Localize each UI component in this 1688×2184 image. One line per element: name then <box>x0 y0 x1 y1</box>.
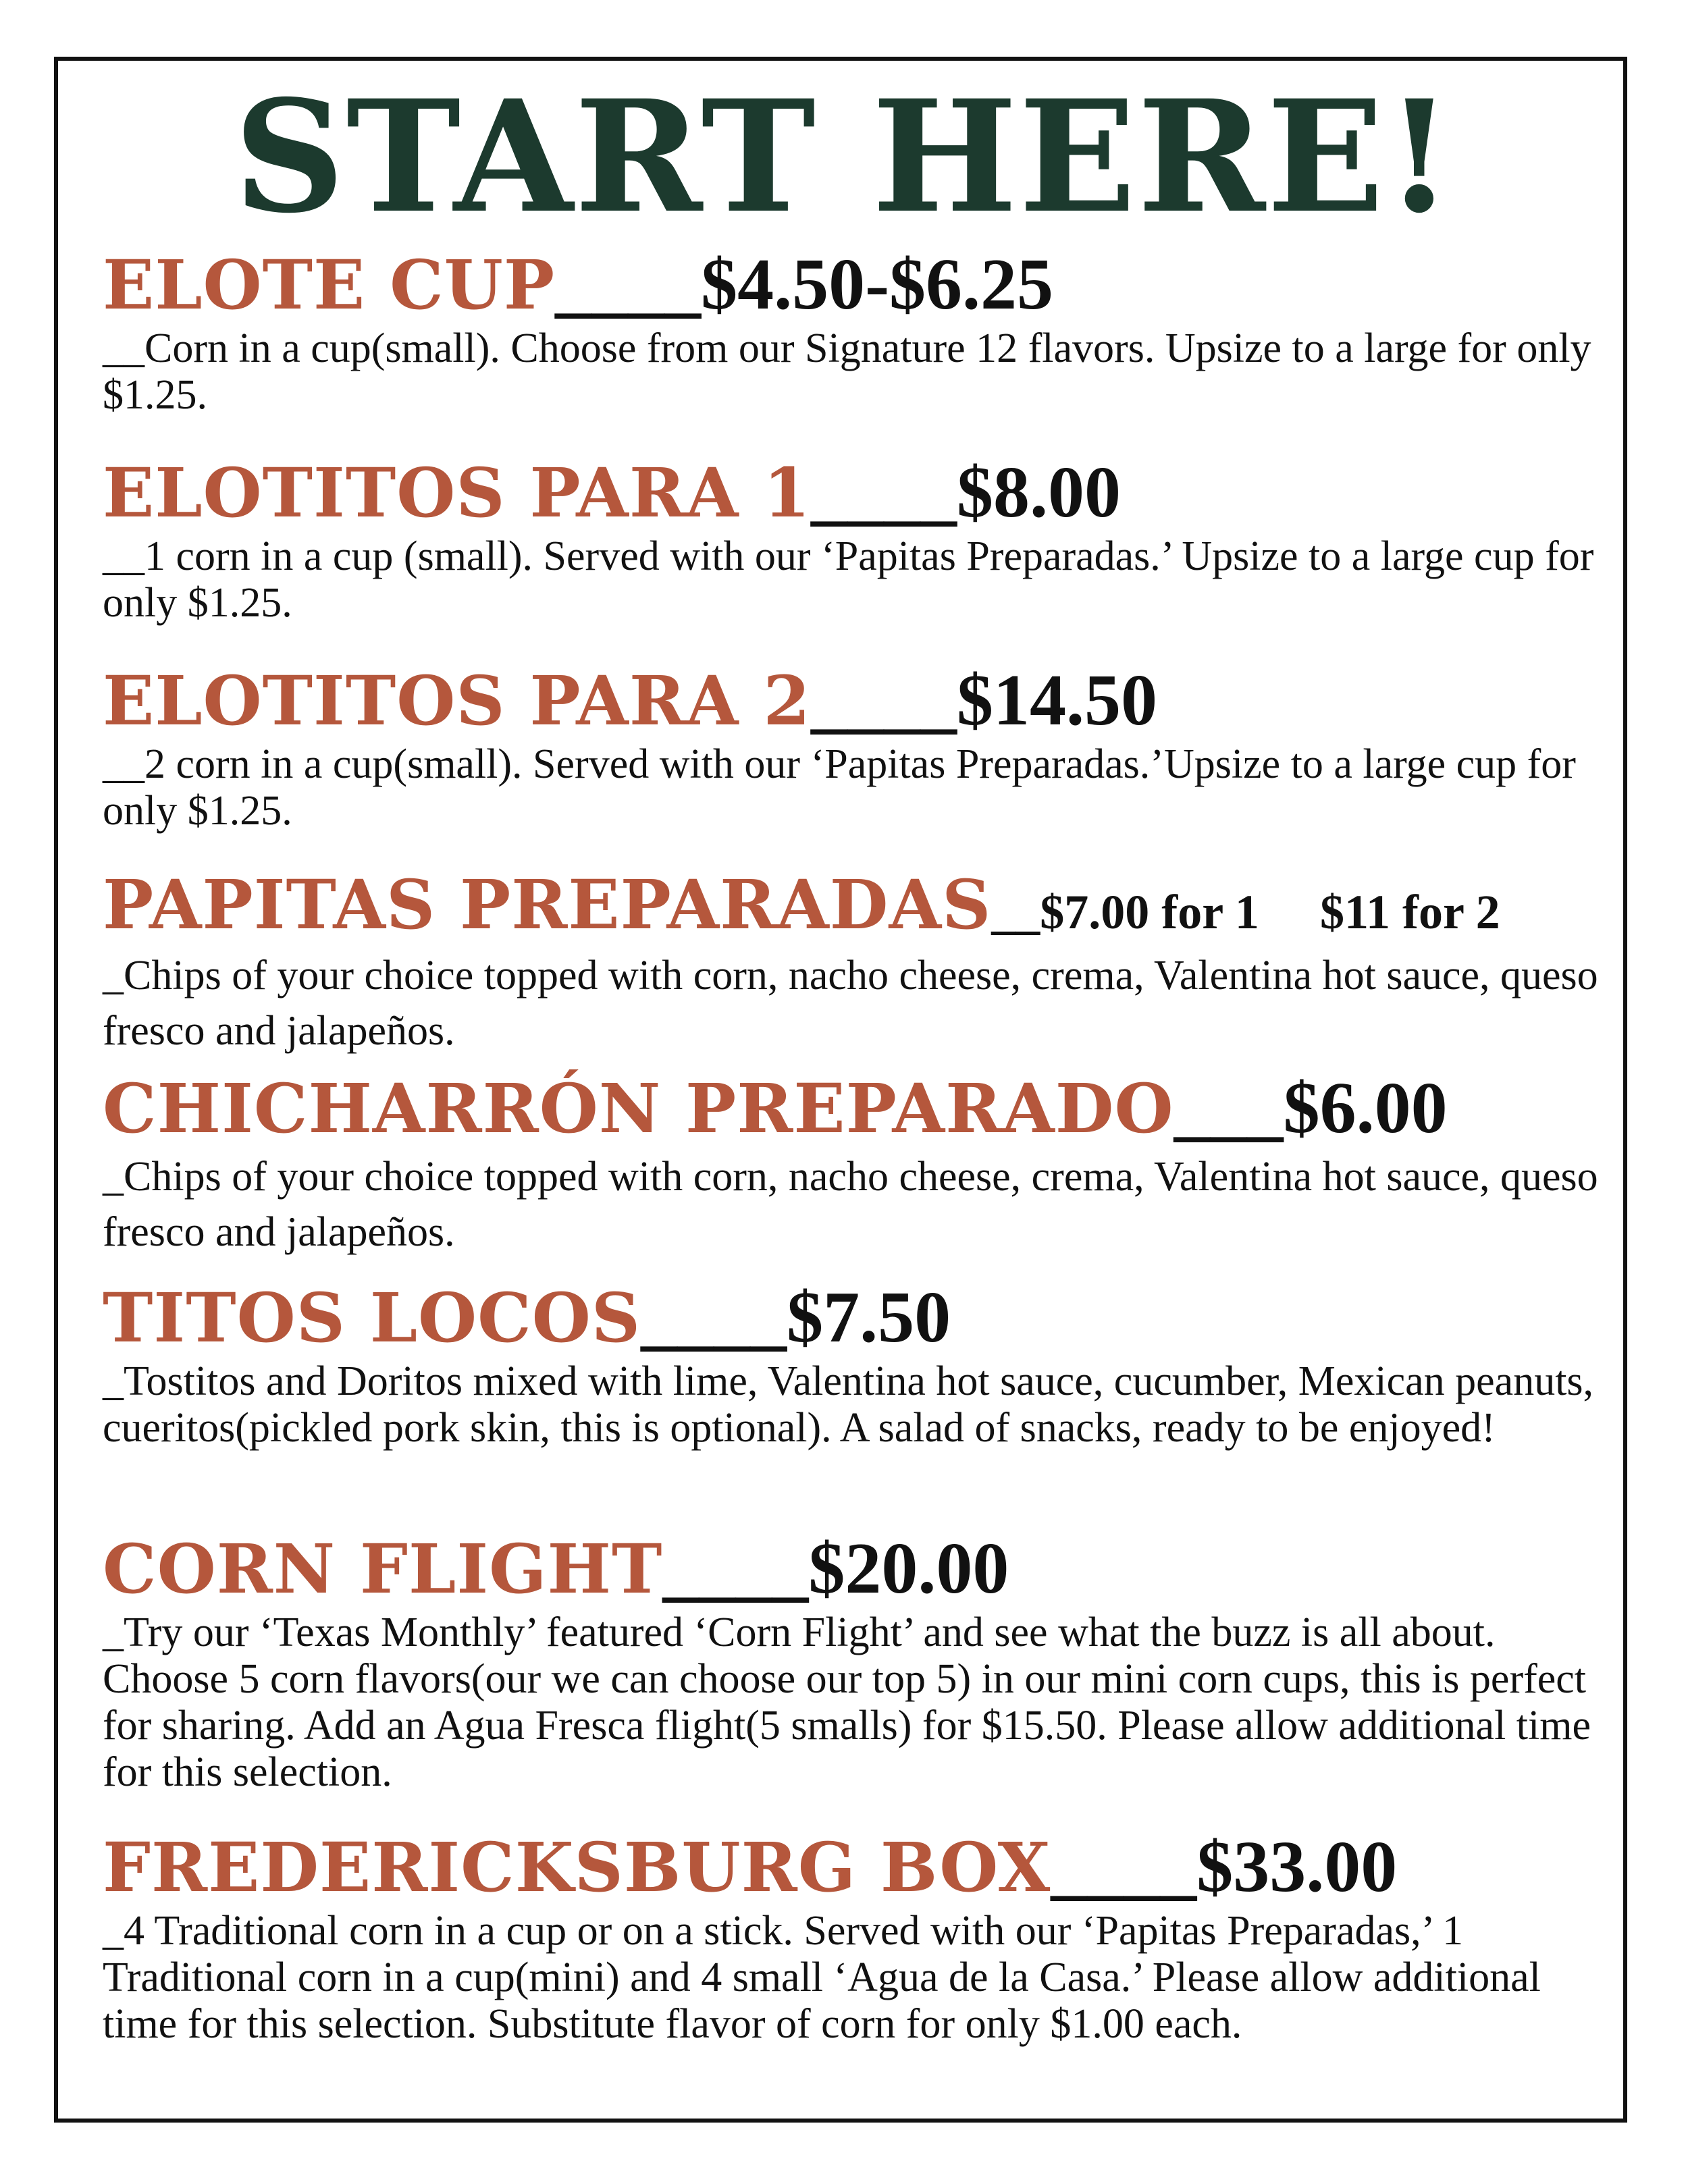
item-price: $8.00 <box>956 452 1121 533</box>
item-name: CHICHARRÓN PREPARADO <box>103 1069 1174 1148</box>
menu-item-chicharron-preparado <box>103 1068 1608 1260</box>
item-rule: ___ <box>1173 1068 1284 1148</box>
item-price: $14.50 <box>956 660 1157 741</box>
item-header <box>103 865 1608 947</box>
item-description: __2 corn in a cup(small). Served with our ‘Papitas Preparadas.’Upsize to a large cup for only $1.25. <box>103 741 1576 834</box>
item-header <box>103 452 1608 533</box>
menu-item-papitas-preparadas <box>103 865 1608 1059</box>
item-description: _Chips of your choice topped with corn, nacho cheese, crema, Valentina hot sauce, queso fresco and jalapeños. <box>103 1154 1598 1255</box>
item-name: TITOS LOCOS <box>103 1278 641 1358</box>
item-description: _Try our ‘Texas Monthly’ featured ‘Corn Flight’ and see what the buzz is all about. Choose 5 corn flavors(our we can choose our top 5) in our mini corn cups, this is perfect for sharing. Add an Agua Fresca flight(5 smalls) for $15.50. Please allow additional time for this selection. <box>103 1609 1591 1795</box>
item-header <box>103 1068 1608 1148</box>
item-rule: ____ <box>641 1277 787 1358</box>
item-rule: ____ <box>555 244 702 325</box>
menu-item-fredericksburg-box <box>103 1827 1608 2048</box>
item-description: __Corn in a cup(small). Choose from our Signature 12 flavors. Upsize to a large for only $1.25. <box>103 325 1591 418</box>
item-description: _4 Traditional corn in a cup or on a stick. Served with our ‘Papitas Preparadas,’ 1 Traditional corn in a cup(mini) and 4 small ‘Agua de la Casa.’ Please allow additional time for this selection. Substitute flavor of corn for only $1.00 each. <box>103 1908 1541 2047</box>
item-name: ELOTE CUP <box>103 245 556 325</box>
item-header <box>103 244 1608 325</box>
item-header <box>103 1827 1608 1907</box>
item-description: _Chips of your choice topped with corn, nacho cheese, crema, Valentina hot sauce, queso fresco and jalapeños. <box>103 953 1598 1054</box>
item-name: CORN FLIGHT <box>103 1529 663 1609</box>
item-rule: __ <box>991 885 1040 939</box>
item-rule: ____ <box>1051 1827 1197 1907</box>
item-price-for-two: $11 for 2 <box>1319 885 1500 939</box>
item-price: $20.00 <box>808 1528 1009 1609</box>
item-price: $7.00 for 1 <box>1040 885 1259 939</box>
item-header <box>103 660 1608 741</box>
menu-item-titos-locos <box>103 1277 1608 1451</box>
item-description: __1 corn in a cup (small). Served with our ‘Papitas Preparadas.’ Upsize to a large cup for only $1.25. <box>103 533 1594 626</box>
item-rule: ____ <box>810 452 957 533</box>
item-price: $6.00 <box>1283 1068 1448 1148</box>
item-price: $33.00 <box>1196 1827 1398 1907</box>
item-name: PAPITAS PREPARADAS <box>103 865 992 944</box>
item-header <box>103 1528 1608 1609</box>
menu-item-corn-flight <box>103 1528 1608 1796</box>
item-name: ELOTITOS PARA 2 <box>103 661 811 741</box>
menu-item-elotitos-para-2 <box>103 660 1608 834</box>
menu-item-elotitos-para-1 <box>103 452 1608 627</box>
item-price: $4.50-$6.25 <box>701 244 1054 325</box>
menu-title: START HERE! <box>234 66 1454 247</box>
item-name: FREDERICKSBURG BOX <box>103 1828 1051 1907</box>
menu-item-elote-cup <box>103 244 1608 419</box>
item-description: _Tostitos and Doritos mixed with lime, Valentina hot sauce, cucumber, Mexican peanuts, cueritos(pickled pork skin, this is optional). A salad of snacks, ready to be enjoyed! <box>103 1358 1594 1451</box>
item-header <box>103 1277 1608 1358</box>
item-rule: ____ <box>662 1528 809 1609</box>
item-rule: ____ <box>810 660 957 741</box>
item-price: $7.50 <box>787 1277 951 1358</box>
item-name: ELOTITOS PARA 1 <box>103 453 811 533</box>
